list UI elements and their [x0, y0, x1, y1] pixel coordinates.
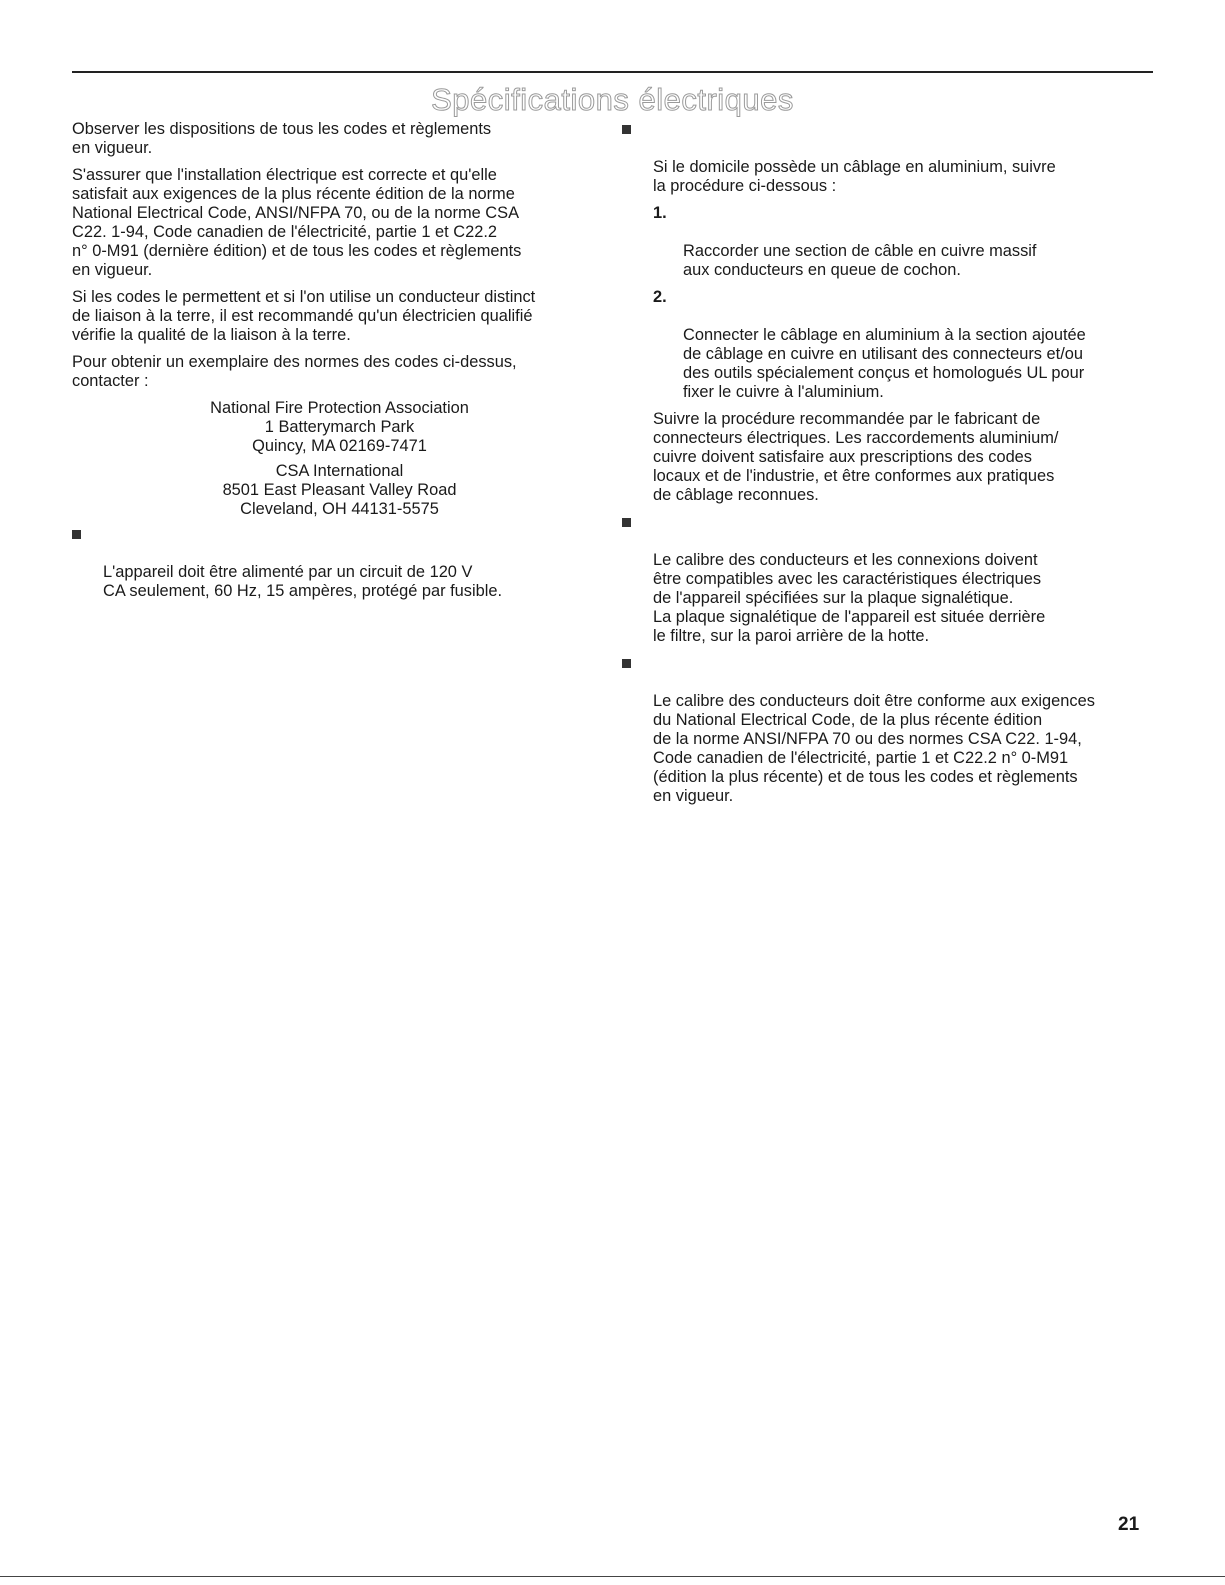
bullet-square-icon — [622, 659, 631, 668]
bullet-circuit — [72, 525, 607, 620]
paragraph-grounding: Si les codes le permettent et si l'on utilise un conducteur distinct de liaison à la terre, il est recommandé qu'un électricien qualifié vérifie la qualité de la liaison à la terre. — [72, 288, 536, 344]
bullet-conductor-gauge-text: Le calibre des conducteurs doit être conforme aux exigences du National Electrical Code, de la plus récente édition de la norme ANSI/NFPA 70 ou des normes CSA C22. 1-94, Code canadien de l'électricité, partie 1 et C22.2 n° 0-M91 (édition la plus récente) et de tous les codes et règlements en vigueur. — [653, 692, 1095, 805]
step-1-number: 1. — [653, 204, 667, 222]
paragraph-manufacturer-procedure: Suivre la procédure recommandée par le fabricant de connecteurs électriques. Les raccordements aluminium/ cuivre doivent satisfaire aux prescriptions des codes locaux et de l'industrie, et être conformes aux pratiques de câblage reconnues. — [653, 410, 1059, 504]
paragraph-observe-codes: Observer les dispositions de tous les codes et règlements en vigueur. — [72, 120, 492, 157]
bullet-square-icon — [622, 518, 631, 527]
paragraph-obtain-copy: Pour obtenir un exemplaire des normes des codes ci-dessus, contacter : — [72, 353, 517, 390]
bullet-aluminium-text: Si le domicile possède un câblage en aluminium, suivre la procédure ci-dessous : — [653, 158, 1056, 195]
bullet-square-icon — [72, 530, 81, 539]
address-csa: CSA International 8501 East Pleasant Valley Road Cleveland, OH 44131-5575 — [222, 462, 457, 518]
section-title: Spécifications électriques — [431, 82, 794, 117]
step-2-text: Connecter le câblage en aluminium à la section ajoutée de câblage en cuivre en utilisant des connecteurs et/ou des outils spécialement conçus et homologués UL pour fixer le cuivre à l'aluminium. — [683, 326, 1086, 401]
bottom-rule — [0, 1576, 1225, 1577]
right-column — [653, 120, 1158, 814]
step-1-text: Raccorder une section de câble en cuivre massif aux conducteurs en queue de cochon. — [683, 242, 1037, 279]
paragraph-installation-requirements: S'assurer que l'installation électrique est correcte et qu'elle satisfait aux exigences de la plus récente édition de la norme National Electrical Code, ANSI/NFPA 70, ou de la norme CSA C22. 1-94, Code canadien de l'électricité, partie 1 et C22.2 n° 0-M91 (dernière édition) et de tous les codes et règlements en vigueur. — [72, 166, 522, 279]
left-column — [72, 120, 607, 628]
top-rule — [72, 71, 1153, 73]
bullet-conductor-compat — [653, 513, 1158, 646]
page-number: 21 — [1118, 1514, 1140, 1535]
step-2-number: 2. — [653, 288, 667, 306]
step-1 — [653, 204, 1158, 280]
bullet-aluminium-wiring — [653, 120, 1158, 196]
bullet-conductor-compat-text: Le calibre des conducteurs et les connexions doivent être compatibles avec les caractéristiques électriques de l'appareil spécifiées sur la plaque signalétique. La plaque signalétique de l'appareil est située derrière le filtre, sur la paroi arrière de la hotte. — [653, 551, 1046, 645]
step-2 — [653, 288, 1158, 402]
address-nfpa: National Fire Protection Association 1 Batterymarch Park Quincy, MA 02169-7471 — [210, 399, 469, 455]
bullet-circuit-text: L'appareil doit être alimenté par un circuit de 120 V CA seulement, 60 Hz, 15 ampères, protégé par fusible. — [103, 563, 503, 600]
bullet-conductor-gauge — [653, 654, 1158, 806]
bullet-square-icon — [622, 125, 631, 134]
